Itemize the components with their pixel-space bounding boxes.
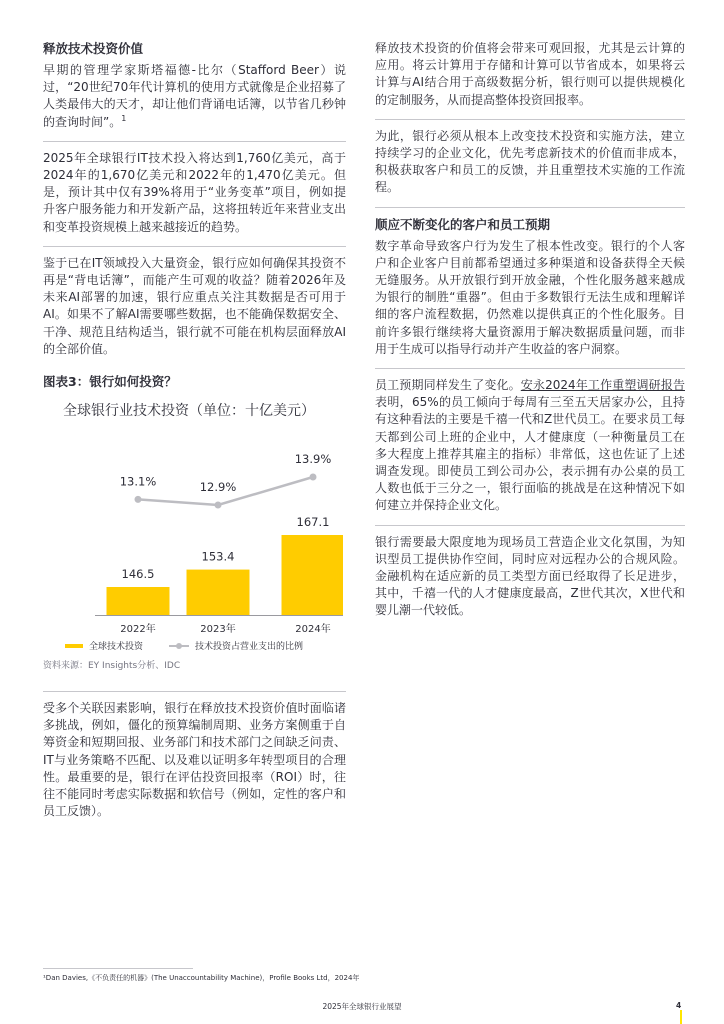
chart-category-label: 2024年 [295, 624, 331, 636]
divider [375, 119, 685, 120]
paragraph-stafford-beer [43, 62, 346, 131]
page-number: 4 [676, 1001, 682, 1010]
divider [43, 691, 346, 692]
chart-line-label: 13.1% [119, 474, 157, 489]
paragraph-ai-data: 鉴于已在IT领域投入大量资金，银行应如何确保其投资不再是“背电话簿”，而能产生可观的收益？随着2026年及未来AI部署的加速，银行应重点关注其数据是否可用于AI。如果不了解AI需要哪些数据，也不能确保数据安全、干净、规范且结构适当，银行就不可能在机构层面释放AI的全部价值。 [43, 255, 346, 356]
chart-line-label: 13.9% [294, 452, 332, 467]
divider [375, 207, 685, 208]
chart-line-label: 12.9% [199, 480, 237, 495]
divider [375, 525, 685, 526]
paragraph-text: 表明，65%的员工倾向于每周有三至五天居家办公，且持有这种看法的主要是千禧一代和Z世代员工。在要求员工每天都到公司上班的企业中，人才健康度（一种衡量员工在多大程度上推荐其雇主的指标）非常低，这也佐证了上述调查发现。即使员工到公司办公，表示拥有办公桌的员工人数也低于三分之一，银行面临的挑战是在这种情况下如何建立并保持企业文化。 [375, 395, 685, 513]
footnote-divider [43, 968, 193, 969]
legend-bar-swatch [65, 644, 83, 648]
divider [43, 141, 346, 142]
chart-line-point [310, 474, 317, 481]
chart-source: 资料来源：EY Insights分析、IDC [43, 661, 181, 672]
chart-svg [43, 410, 343, 640]
figure-caption: 图表3：银行如何投资？ [43, 374, 177, 390]
paragraph-challenges: 受多个关联因素影响，银行在释放技术投资价值时面临诸多挑战，例如，僵化的预算编制周期、业务方案侧重于自筹资金和短期回报、业务部门和技术部门之间缺乏问责、IT与业务策略不匹配、以及难以证明多年转型项目的合理性。最重要的是，银行在评估投资回报率（ROI）时，往往不能同时考虑实际数据和软信号（例如，定性的客户和员工反馈）。 [43, 701, 346, 819]
chart-bar [107, 587, 170, 615]
chart-bar-label: 167.1 [296, 515, 330, 530]
paragraph-text: 早期的管理学家斯塔福德-比尔（Stafford Beer）说过，“20世纪70年代计算机的使用方式就像是企业招募了人类最伟大的天才，却让他们背诵电话簿，以节省几秒钟的查询时间”。 [43, 63, 346, 129]
legend-label-ratio: 技术投资占营业支出的比例 [195, 642, 304, 653]
chart-bar [282, 535, 344, 615]
left-column [43, 40, 346, 830]
paragraph-workplace-culture: 银行需要最大限度地为现场员工营造企业文化氛围，为知识型员工提供协作空间，同时应对远程办公的合规风险。金融机构在适应新的员工类型方面已经取得了长足进步，其中，千禧一代的人才健康度最高，Z世代其次，X世代和婴儿潮一代较低。 [375, 534, 685, 618]
paragraph-it-spend: 2025年全球银行IT技术投入将达到1,760亿美元，高于2024年的1,670亿美元和2022年的1,470亿美元。但是，预计其中仅有39%将用于“业务变革”项目，例如提升客户服务能力和开发新产品，这将扭转近年来营业支出和变革投资规模上越来越接近的趋势。 [43, 150, 346, 234]
chart-bar-label: 153.4 [201, 549, 235, 564]
footnote: ¹Dan Davies,《不负责任的机器》(The Unaccountability Machine)，Profile Books Ltd，2024年 [43, 974, 360, 982]
divider [375, 368, 685, 369]
legend-label-investment: 全球技术投资 [89, 642, 144, 653]
survey-report-link[interactable]: 安永2024年工作重塑调研报告 [520, 378, 685, 393]
chart-title: 全球银行业技术投资（单位：十亿美元） [63, 403, 315, 420]
chart-line-point [135, 496, 142, 503]
chart-legend [65, 639, 303, 652]
paragraph-employee-expectations [375, 377, 685, 515]
chart-category-label: 2022年 [120, 624, 156, 636]
chart-bar [187, 570, 250, 615]
footer-title: 2025年全球银行业展望 [322, 1002, 402, 1011]
chart-category-label: 2023年 [200, 624, 236, 636]
chart-bar-label: 146.5 [121, 567, 155, 582]
chart [43, 400, 343, 670]
paragraph-text: 员工预期同样发生了变化。 [375, 378, 521, 393]
paragraph-cloud: 释放技术投资的价值将会带来可观回报，尤其是云计算的应用。将云计算用于存储和计算可以节省成本，如果将云计算与AI结合用于高级数据分析，银行则可以提供规模化的定制服务，从而提高整体投资回报率。 [375, 41, 685, 107]
section-title-expectations: 顺应不断变化的客户和员工预期 [375, 216, 551, 232]
paragraph-change-approach: 为此，银行必须从根本上改变技术投资和实施方法，建立持续学习的企业文化，优先考虑新技术的价值而非成本，积极获取客户和员工的反馈，并且重塑技术实施的工作流程。 [375, 128, 685, 195]
page-accent-mark [680, 1010, 682, 1024]
chart-line-point [215, 502, 222, 509]
divider [43, 246, 346, 247]
paragraph-digital-revolution: 数字革命导致客户行为发生了根本性改变。银行的个人客户和企业客户目前都希望通过多种渠道和设备获得全天候无缝服务。从开放银行到开放金融，个性化服务越来越成为银行的制胜“重器”。但由于多数银行无法生成和理解详细的客户流程数据，仍然难以提供真正的个性化服务。目前许多银行继续将大量资源用于解决数据质量问题，而非用于生成可以指导行动并产生收益的客户洞察。 [375, 238, 685, 356]
right-column [375, 40, 685, 630]
legend-line-swatch [169, 645, 189, 647]
section-title-unlock-value: 释放技术投资价值 [43, 41, 144, 56]
footnote-mark: 1 [121, 113, 127, 123]
